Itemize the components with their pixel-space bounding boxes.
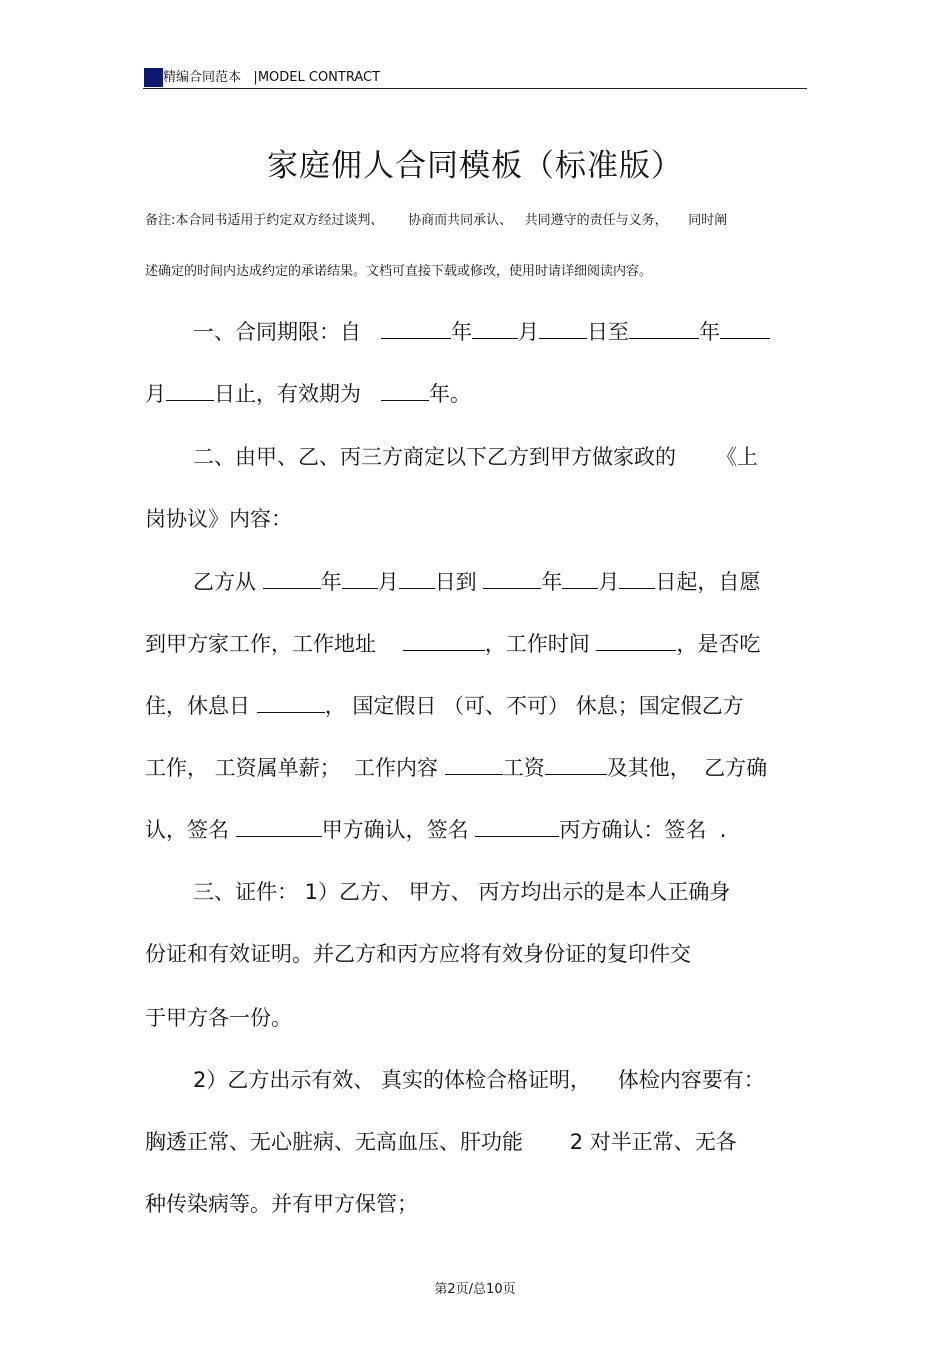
text: 日到 <box>434 570 477 594</box>
blank-field <box>619 587 655 589</box>
text: 年 <box>541 570 563 594</box>
text: 乙方从 <box>193 570 256 594</box>
logo-square-icon <box>144 68 163 87</box>
paragraph-line: 三、证件： 1）乙方、 甲方、 丙方均出示的是本人正确身 <box>193 880 731 904</box>
text: 及其他， 乙方确 <box>606 756 768 780</box>
text: 二、由甲、乙、丙三方商定以下乙方到甲方做家政的 <box>193 445 676 469</box>
header-text <box>163 66 380 85</box>
blank-field <box>257 711 325 713</box>
text: 体检内容要有： <box>617 1068 765 1092</box>
text: 月 <box>145 382 166 406</box>
text: 甲方确认，签名 <box>321 818 469 842</box>
blank-field <box>483 587 541 589</box>
blank-field <box>342 587 378 589</box>
page-number: 第2页/总10页 <box>434 1282 516 1297</box>
text: 丙方确认：签名 . <box>559 818 727 842</box>
paragraph-line <box>145 378 471 408</box>
text: 月 <box>377 570 399 594</box>
text: 2）乙方出示有效、 真实的体检合格证明， <box>193 1068 592 1092</box>
text: 到甲方家工作，工作地址 <box>145 632 376 656</box>
text: 工资 <box>502 756 545 780</box>
document-title: 家庭佣人合同模板（标准版） <box>267 148 683 184</box>
text: 日至 <box>587 320 630 344</box>
text: 日止，有效期为 <box>214 382 361 406</box>
blank-field <box>236 835 322 837</box>
paragraph-line <box>145 628 760 658</box>
text: 年 <box>699 320 721 344</box>
note-line-2: 述确定的时间内达成约定的承诺结果。文档可直接下载或修改，使用时请详细阅读内容。 <box>145 264 653 279</box>
text: 一、合同期限：自 <box>193 320 361 344</box>
text: 国定假日 （可、不可） 休息；国定假乙方 <box>352 694 744 718</box>
text: 日起，自愿 <box>655 570 761 594</box>
blank-field <box>166 399 214 401</box>
text: 住，休息日 <box>145 694 250 718</box>
text: 认，签名 <box>145 818 229 842</box>
note-line-1: 备注:本合同书适用于约定双方经过谈判、 协商而共同承认、 共同遵守的责任与义务， 同时阐 <box>145 213 728 228</box>
paragraph-line <box>145 814 726 844</box>
header-brand: 精编合同范本 <box>163 70 242 85</box>
paragraph-line: 于甲方各一份。 <box>145 1006 292 1030</box>
blank-field <box>381 337 451 339</box>
paragraph-line <box>193 316 770 346</box>
paragraph-line: 种传染病等。并有甲方保管； <box>145 1192 418 1216</box>
paragraph-line <box>193 1064 765 1094</box>
blank-field <box>263 587 321 589</box>
paragraph-line <box>145 690 744 720</box>
text: 月 <box>518 320 540 344</box>
blank-field <box>381 399 429 401</box>
text: ，是否吃 <box>676 632 761 656</box>
blank-field <box>596 649 676 651</box>
blank-field <box>629 337 699 339</box>
text: 工作， 工资属单薪； 工作内容 <box>145 756 439 780</box>
text: 《上 <box>716 445 759 469</box>
page-header <box>143 64 807 89</box>
text: 胸透正常、无心脏病、无高血压、肝功能 <box>145 1130 523 1154</box>
blank-field <box>720 337 770 339</box>
text: 年。 <box>429 382 472 406</box>
paragraph-line <box>193 441 758 471</box>
blank-field <box>445 773 503 775</box>
text: 年 <box>320 570 342 594</box>
header-separator: | <box>253 70 258 85</box>
blank-field <box>539 337 587 339</box>
text: ，工作时间 <box>484 632 590 656</box>
paragraph-line <box>193 566 760 596</box>
paragraph-line <box>145 1126 737 1156</box>
text: 年 <box>451 320 473 344</box>
paragraph-line: 岗协议》内容： <box>145 507 292 531</box>
blank-field <box>545 773 607 775</box>
blank-field <box>562 587 598 589</box>
paragraph-line <box>145 752 767 782</box>
header-english: MODEL CONTRACT <box>257 70 381 85</box>
text: 月 <box>598 570 620 594</box>
blank-field <box>475 835 559 837</box>
paragraph-line: 份证和有效证明。并乙方和丙方应将有效身份证的复印件交 <box>145 942 691 966</box>
text: 2 对半正常、无各 <box>569 1130 737 1154</box>
text: ， <box>324 694 346 718</box>
blank-field <box>403 649 485 651</box>
blank-field <box>472 337 518 339</box>
blank-field <box>399 587 435 589</box>
